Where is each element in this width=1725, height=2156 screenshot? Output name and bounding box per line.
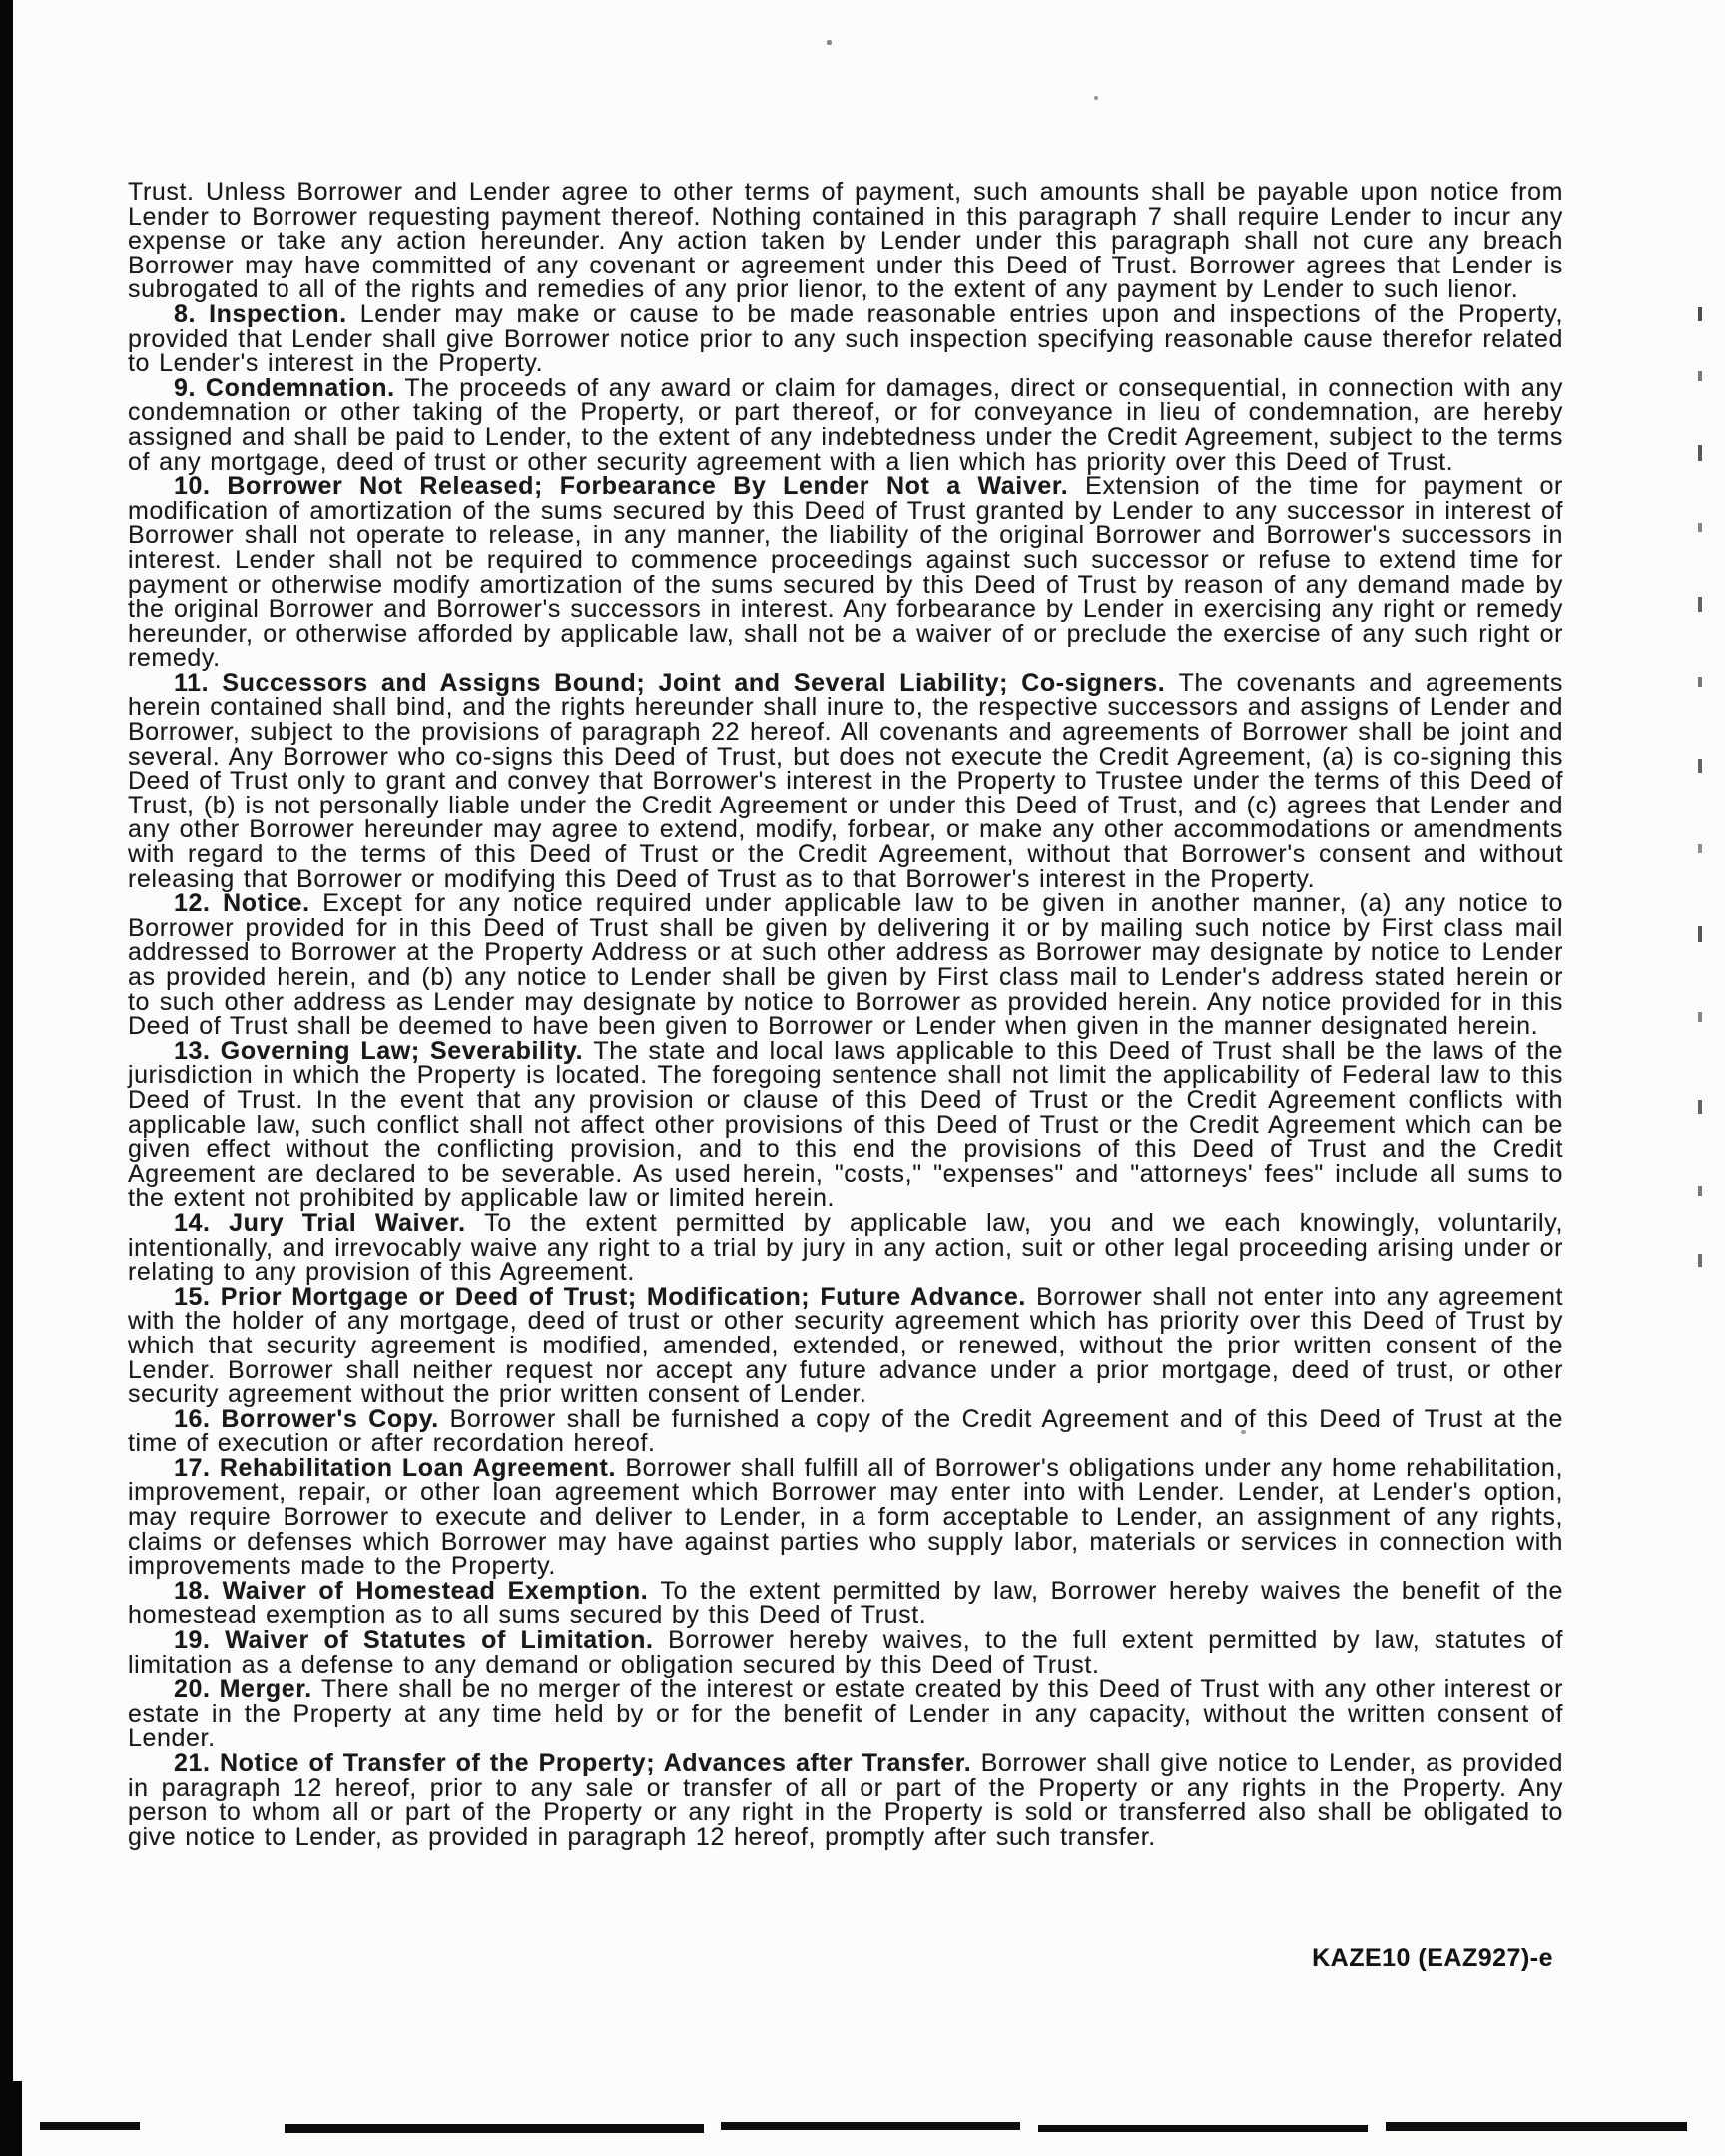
scan-artifact-right-dash	[1698, 445, 1702, 461]
scan-artifact-speck	[1241, 1430, 1246, 1434]
scan-artifact-right-dash	[1698, 677, 1702, 687]
paragraph-body: To the extent permitted by law, Borrower hereby waives the benefit of the homestead exemption as to all sums secured by this Deed of Trust.	[128, 1576, 1563, 1630]
paragraph-body: Borrower shall not enter into any agreement with the holder of any mortgage, deed of trust or other security agreement which has priority over this Deed of Trust by which that security agreement is modified, amended, extended, or renewed, without the prior written consent of the Lender. Borrower shall neither request nor accept any future advance under a prior mortgage, deed of trust, or other security agreement without the prior written consent of Lender.	[128, 1282, 1563, 1409]
paragraph	[128, 1453, 1563, 1581]
paragraph	[128, 1751, 1563, 1849]
scan-artifact-speck	[1094, 96, 1098, 100]
scan-artifact-left-edge	[0, 0, 13, 2156]
scan-artifact-right-dash	[1698, 759, 1702, 773]
paragraph	[128, 1576, 1563, 1630]
scan-artifact-right-dash	[1698, 597, 1702, 612]
paragraph-heading: 12. Notice.	[174, 889, 323, 918]
paragraph	[128, 180, 1563, 302]
paragraph-heading: 21. Notice of Transfer of the Property; Advances after Transfer.	[174, 1749, 981, 1777]
paragraph-body: The state and local laws applicable to this Deed of Trust shall be the laws of the jurisdiction in which the Property is located. The foregoing sentence shall not limit the applicability of Federal law to this Deed of Trust. In the event that any provision or clause of this Deed of Trust or the Credit Agreement conflicts with applicable law, such conflict shall not affect other provisions of this Deed of Trust or the Credit Agreement which can be given effect without the conflicting provision, and to this end the provisions of this Deed of Trust and the Credit Agreement are declared to be severable. As used herein, "costs," "expenses" and "attorneys' fees" include all sums to the extent not prohibited by applicable law or limited herein.	[128, 1036, 1563, 1213]
paragraph	[128, 299, 1564, 378]
scan-artifact-right-dash	[1698, 844, 1702, 853]
document-code: KAZE10 (EAZ927)-e	[1312, 1944, 1553, 1972]
paragraph	[128, 1208, 1563, 1287]
paragraph-body: Borrower shall be furnished a copy of the Credit Agreement and of this Deed of Trust at the time of execution or after recordation hereof.	[128, 1404, 1563, 1458]
paragraph	[128, 1282, 1563, 1409]
paragraph-heading: 10. Borrower Not Released; Forbearance By Lender Not a Waiver.	[174, 472, 1086, 501]
paragraph-heading: 11. Successors and Assigns Bound; Joint and Several Liability; Co-signers.	[174, 668, 1179, 697]
paragraph-body: Extension of the time for payment or modification of amortization of the sums secured by this Deed of Trust granted by Lender to any successor in interest of Borrower shall not operate to release, in any manner, the liability of the original Borrower and Borrower's successors in interest. Lender shall not be required to commence proceedings against such successor or refuse to extend time for payment or otherwise modify amortization of the sums secured by this Deed of Trust by reason of any demand made by the original Borrower and Borrower's successors in interest. Any forbearance by Lender in exercising any right or remedy hereunder, or otherwise afforded by applicable law, shall not be a waiver of or preclude the exercise of any such right or remedy.	[128, 472, 1563, 673]
scan-artifact-right-dash	[1698, 926, 1702, 942]
scan-artifact-bottom-band	[1386, 2122, 1687, 2131]
paragraph-heading: 20. Merger.	[174, 1675, 321, 1704]
paragraph-heading: 16. Borrower's Copy.	[174, 1404, 450, 1433]
scan-artifact-bottom-band	[40, 2122, 140, 2130]
scan-artifact-right-dash	[1698, 1186, 1702, 1196]
scan-artifact-right-dash	[1698, 1012, 1702, 1022]
paragraph-body: Lender may make or cause to be made reasonable entries upon and inspections of the Property, provided that Lender shall give Borrower notice prior to any such inspection specifying reasonable cause therefor related to Lender's interest in the Property.	[128, 299, 1564, 378]
paragraph-body: Borrower shall fulfill all of Borrower's obligations under any home rehabilitation, improvement, repair, or other loan agreement which Borrower may enter into with Lender. Lender, at Lender's option, may require Borrower to execute and deliver to Lender, in a form acceptable to Lender, an assignment of any rights, claims or defenses which Borrower may have against parties who supply labor, materials or services in connection with improvements made to the Property.	[128, 1453, 1563, 1581]
paragraph-body: The covenants and agreements herein contained shall bind, and the rights hereunder shall inure to, the respective successors and assigns of Lender and Borrower, subject to the provisions of paragraph 22 hereof. All covenants and agreements of Borrower shall be joint and several. Any Borrower who co-signs this Deed of Trust, but does not execute the Credit Agreement, (a) is co-signing this Deed of Trust only to grant and convey that Borrower's interest in the Property to Trustee under the terms of this Deed of Trust, (b) is not personally liable under the Credit Agreement or under this Deed of Trust, and (c) agrees that Lender and any other Borrower hereunder may agree to extend, modify, forbear, or make any other accommodations or amendments with regard to the terms of this Deed of Trust or the Credit Agreement, without that Borrower's consent and without releasing that Borrower or modifying this Deed of Trust as to that Borrower's interest in the Property.	[128, 668, 1563, 893]
paragraph	[128, 1677, 1563, 1751]
paragraph	[128, 1404, 1563, 1458]
paragraph	[128, 1628, 1563, 1677]
scan-artifact-bottom-band	[1038, 2125, 1368, 2132]
paragraph-heading: 14. Jury Trial Waiver.	[174, 1208, 485, 1237]
document-body	[128, 180, 1563, 1849]
paragraph-body: There shall be no merger of the interest or estate created by this Deed of Trust with any other interest or estate in the Property at any time held by or for the benefit of Lender in any capacity, without the written consent of Lender.	[128, 1675, 1563, 1753]
paragraph-body: The proceeds of any award or claim for damages, direct or consequential, in connection with any condemnation or other taking of the Property, or part thereof, or for conveyance in lieu of condemnation, are hereby assigned and shall be paid to Lender, to the extent of any indebtedness under the Credit Agreement, subject to the terms of any mortgage, deed of trust or other security agreement with a lien which has priority over this Deed of Trust.	[128, 373, 1563, 476]
paragraph-body: Borrower shall give notice to Lender, as provided in paragraph 12 hereof, prior to any sale or transfer of all or part of the Property or any rights in the Property. Any person to whom all or part of the Property or any right in the Property is sold or transferred also shall be obligated to give notice to Lender, as provided in paragraph 12 hereof, promptly after such transfer.	[128, 1749, 1563, 1851]
paragraph-heading: 9. Condemnation.	[174, 373, 405, 402]
paragraph	[128, 1036, 1563, 1213]
scan-artifact-right-dash	[1698, 523, 1702, 532]
paragraph-heading: 8. Inspection.	[174, 299, 360, 328]
paragraph	[128, 891, 1563, 1039]
paragraph	[128, 668, 1563, 893]
paragraph-body: Trust. Unless Borrower and Lender agree to other terms of payment, such amounts shall be payable upon notice from Lender to Borrower requesting payment thereof. Nothing contained in this paragraph 7 shall require Lender to incur any expense or take any action hereunder. Any action taken by Lender under this paragraph shall not cure any breach Borrower may have committed of any covenant or agreement under this Deed of Trust. Borrower agrees that Lender is subrogated to all of the rights and remedies of any prior lienor, to the extent of any payment by Lender to such lienor.	[128, 178, 1563, 304]
paragraph-body: Except for any notice required under applicable law to be given in another manner, (a) any notice to Borrower provided for in this Deed of Trust shall be given by delivering it or by mailing such notice by First class mail addressed to Borrower at the Property Address or at such other address as Borrower may designate by notice to Lender as provided herein, and (b) any notice to Lender shall be given by First class mail to Lender's address stated herein or to such other address as Lender may designate by notice to Borrower as provided herein. Any notice provided for in this Deed of Trust shall be deemed to have been given to Borrower or Lender when given in the manner designated herein.	[128, 889, 1563, 1041]
paragraph	[128, 474, 1563, 671]
scan-artifact-right-dash	[1698, 307, 1702, 321]
scan-artifact-right-dash	[1698, 1254, 1702, 1267]
scan-artifact-left-blob	[0, 2081, 22, 2156]
scan-artifact-speck	[827, 40, 832, 45]
paragraph-heading: 13. Governing Law; Severability.	[174, 1036, 594, 1065]
scan-artifact-right-dash	[1698, 371, 1702, 381]
paragraph	[128, 373, 1563, 476]
paragraph-heading: 19. Waiver of Statutes of Limitation.	[174, 1626, 669, 1655]
scan-artifact-right-dash	[1698, 1100, 1702, 1114]
paragraph-heading: 17. Rehabilitation Loan Agreement.	[174, 1453, 626, 1482]
paragraph-body: To the extent permitted by applicable law, you and we each knowingly, voluntarily, intentionally, and irrevocably waive any right to a trial by jury in any action, suit or other legal proceeding arising under or relating to any provision of this Agreement.	[128, 1208, 1563, 1287]
paragraph-heading: 15. Prior Mortgage or Deed of Trust; Modification; Future Advance.	[174, 1282, 1037, 1311]
paragraph-heading: 18. Waiver of Homestead Exemption.	[174, 1576, 661, 1605]
scan-artifact-bottom-band	[721, 2122, 1020, 2130]
scan-artifact-bottom-band	[285, 2124, 704, 2133]
paragraph-body: Borrower hereby waives, to the full extent permitted by law, statutes of limitation as a defense to any demand or obligation secured by this Deed of Trust.	[128, 1626, 1563, 1679]
